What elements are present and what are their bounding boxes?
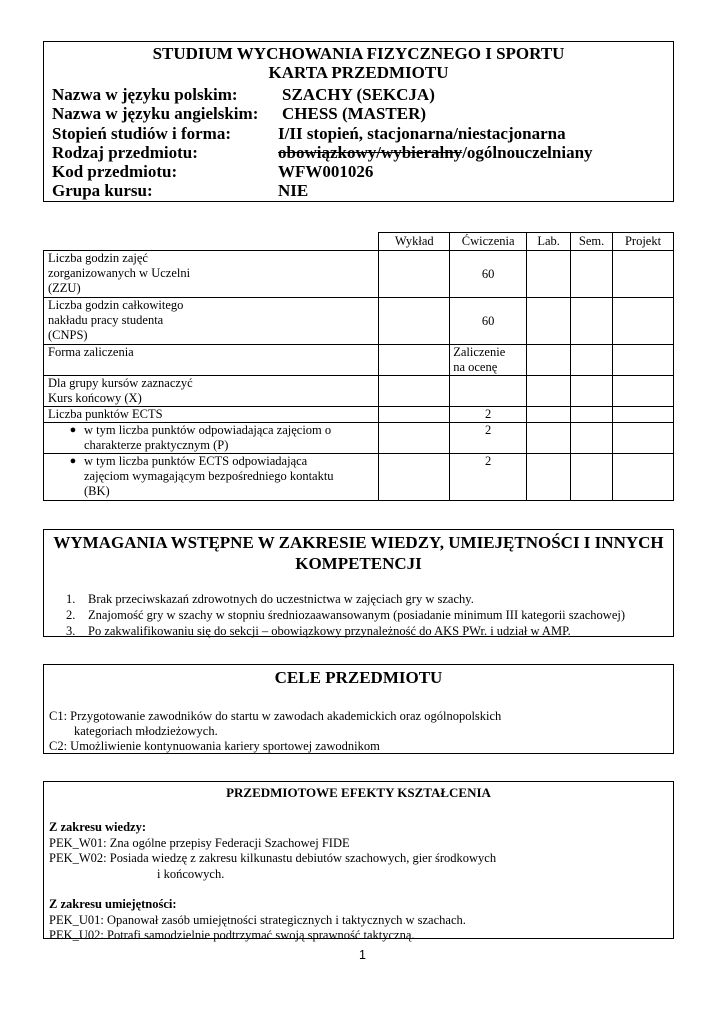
list-number: 2.: [66, 608, 76, 622]
cell-projekt: [613, 298, 674, 345]
col-header-cwiczenia: Ćwiczenia: [450, 233, 527, 251]
list-item: [44, 607, 673, 623]
empty-corner-cell: [44, 233, 379, 251]
cell-lab: [527, 454, 571, 501]
cell-projekt: [613, 407, 674, 423]
bullet-item: [48, 454, 374, 499]
requirements-title-line2: KOMPETENCJI: [295, 554, 422, 573]
outcomes-content: [44, 820, 673, 944]
list-text: Znajomość gry w szachy w stopniu średniozaawansowanym (posiadanie minimum III kategorii szachowej): [88, 608, 625, 622]
requirements-list: [44, 591, 673, 639]
label-line: zorganizowanych w Uczelni: [48, 266, 191, 280]
bullet-icon: ●: [69, 455, 77, 467]
goals-list: [44, 709, 673, 754]
cell-cwiczenia: 2: [450, 454, 527, 501]
value-group: NIE: [278, 181, 309, 200]
label-line: (ZZU): [48, 281, 81, 295]
col-header-wyklad: Wykład: [379, 233, 450, 251]
outcome-u01: PEK_U01: Opanował zasób umiejętności strategicznych i taktycznych w szachach.: [49, 912, 466, 927]
col-header-lab: Lab.: [527, 233, 571, 251]
value-code: WFW001026: [278, 162, 374, 181]
cell-cwiczenia: [450, 376, 527, 407]
value-type-struck: obowiązkowy/wybieralny: [278, 143, 463, 162]
bullet-line: w tym liczba punktów ECTS odpowiadająca: [84, 454, 308, 468]
cell-sem: [571, 298, 613, 345]
skills-heading: Z zakresu umiejętności:: [49, 897, 177, 911]
bullet-line: zajęciom wymagającym bezpośredniego kontaktu: [84, 469, 334, 483]
list-text: Po zakwalifikowaniu się do sekcji – obowiązkowy przynależność do AKS PWr. i udział w AMP.: [88, 624, 571, 638]
row-label-bk: [44, 454, 379, 501]
bullet-item: [48, 423, 374, 453]
cell-lab: [527, 376, 571, 407]
label-name-en: Nazwa w języku angielskim:: [52, 104, 259, 123]
table-row: [44, 423, 674, 454]
cell-wyklad: [379, 298, 450, 345]
row-label-cnps: [44, 298, 379, 345]
bullet-line: charakterze praktycznym (P): [84, 438, 229, 452]
cell-cwiczenia: 2: [450, 423, 527, 454]
cell-cwiczenia: 60: [450, 251, 527, 298]
cell-projekt: [613, 251, 674, 298]
institution-title: STUDIUM WYCHOWANIA FIZYCZNEGO I SPORTU: [152, 44, 565, 63]
table-header-row: [44, 233, 674, 251]
cell-wyklad: [379, 251, 450, 298]
hours-table: [43, 232, 674, 501]
label-line: Dla grupy kursów zaznaczyć: [48, 376, 193, 390]
cell-sem: [571, 251, 613, 298]
bullet-text: [84, 423, 374, 453]
label-line: Liczba godzin całkowitego: [48, 298, 184, 312]
row-label-zzu: [44, 251, 379, 298]
cell-lab: [527, 423, 571, 454]
cell-projekt: [613, 454, 674, 501]
row-label-ects: Liczba punktów ECTS: [44, 407, 379, 423]
label-code: Kod przedmiotu:: [52, 162, 178, 181]
table-row: [44, 251, 674, 298]
goals-box: [43, 664, 674, 754]
label-line: Kurs końcowy (X): [48, 391, 142, 405]
cell-wyklad: [379, 423, 450, 454]
list-number: 3.: [66, 624, 76, 638]
row-label-final: [44, 376, 379, 407]
bullet-line: w tym liczba punktów odpowiadająca zajęciom o: [84, 423, 332, 437]
outcome-w01: PEK_W01: Zna ogólne przepisy Federacji Szachowej FIDE: [49, 835, 350, 850]
list-number: 1.: [66, 592, 76, 606]
cell-cwiczenia: 2: [450, 407, 527, 423]
label-type: Rodzaj przedmiotu:: [52, 143, 198, 162]
cell-projekt: [613, 376, 674, 407]
cell-wyklad: [379, 454, 450, 501]
header-box: [43, 41, 674, 202]
cell-lab: [527, 251, 571, 298]
bullet-text: [84, 454, 374, 499]
cell-cwiczenia: 60: [450, 298, 527, 345]
table-row: [44, 345, 674, 376]
outcomes-box: [43, 781, 674, 942]
cell-sem: [571, 407, 613, 423]
spacer: [44, 882, 673, 897]
goal-c2: C2: Umożliwienie kontynuowania kariery sportowej zawodnikom: [49, 739, 380, 753]
goal-c1-line2: kategoriach młodzieżowych.: [74, 724, 218, 738]
row-label-forma: Forma zaliczenia: [44, 345, 379, 376]
cell-sem: [571, 345, 613, 376]
label-group: Grupa kursu:: [52, 181, 153, 200]
value-name-pl: SZACHY (SEKCJA): [282, 85, 435, 104]
label-line: Liczba godzin zajęć: [48, 251, 148, 265]
outcome-w02-line2: i końcowych.: [157, 866, 225, 881]
row-label-practical: [44, 423, 379, 454]
outcomes-title: PRZEDMIOTOWE EFEKTY KSZTAŁCENIA: [226, 785, 491, 800]
label-line: (CNPS): [48, 328, 88, 342]
value-type-active: /ogólnouczelniany: [462, 143, 593, 162]
table-row: [44, 298, 674, 345]
cell-sem: [571, 454, 613, 501]
table-row: [44, 376, 674, 407]
list-item: [44, 623, 673, 639]
list-text: Brak przeciwskazań zdrowotnych do uczestnictwa w zajęciach gry w szachy.: [88, 592, 474, 606]
cell-lab: [527, 345, 571, 376]
cell-projekt: [613, 423, 674, 454]
goal-c1-line1: C1: Przygotowanie zawodników do startu w zawodach akademickich oraz ogólnopolskich: [49, 709, 502, 723]
label-degree: Stopień studiów i forma:: [52, 124, 231, 143]
col-header-projekt: Projekt: [613, 233, 674, 251]
cell-line: na ocenę: [453, 360, 498, 374]
goals-title: CELE PRZEDMIOTU: [274, 668, 443, 687]
requirements-title-line1: WYMAGANIA WSTĘPNE W ZAKRESIE WIEDZY, UMIEJĘTNOŚCI I INNYCH: [53, 533, 664, 552]
outcome-u02: PEK_U02: Potrafi samodzielnie podtrzymać swoją sprawność taktyczną.: [49, 928, 415, 942]
value-name-en: CHESS (MASTER): [282, 104, 427, 123]
cell-projekt: [613, 345, 674, 376]
card-title: KARTA PRZEDMIOTU: [268, 63, 449, 82]
cell-wyklad: [379, 345, 450, 376]
cell-sem: [571, 376, 613, 407]
requirements-box: [43, 529, 674, 637]
page-number: 1: [359, 948, 366, 962]
cell-sem: [571, 423, 613, 454]
cell-wyklad: [379, 407, 450, 423]
cell-line: Zaliczenie: [453, 345, 506, 359]
bullet-icon: ●: [69, 424, 77, 436]
label-line: nakładu pracy studenta: [48, 313, 164, 327]
cell-cwiczenia: [450, 345, 527, 376]
knowledge-heading: Z zakresu wiedzy:: [49, 820, 146, 834]
cell-lab: [527, 407, 571, 423]
label-name-pl: Nazwa w języku polskim:: [52, 85, 238, 104]
table-row: [44, 407, 674, 423]
bullet-line: (BK): [84, 484, 110, 498]
value-type: [278, 143, 593, 162]
outcome-w02-line1: PEK_W02: Posiada wiedzę z zakresu kilkunastu debiutów szachowych, gier środkowych: [49, 851, 497, 865]
value-degree: I/II stopień, stacjonarna/niestacjonarna: [278, 124, 566, 143]
list-item: [44, 591, 673, 607]
cell-lab: [527, 298, 571, 345]
table-row: [44, 454, 674, 501]
col-header-sem: Sem.: [571, 233, 613, 251]
cell-wyklad: [379, 376, 450, 407]
